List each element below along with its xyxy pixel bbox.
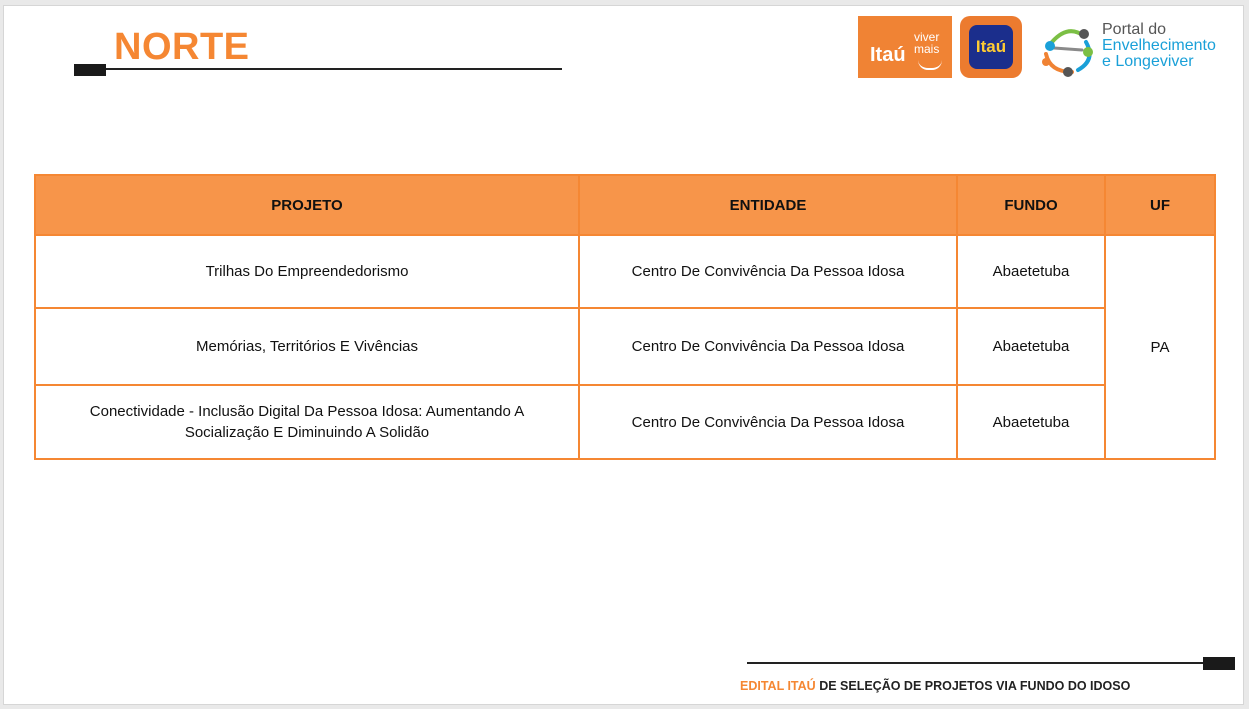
table-row (35, 308, 1215, 385)
cell-fundo: Abaetetuba (957, 385, 1105, 459)
table-row (35, 385, 1215, 459)
mais-text: mais (914, 42, 940, 56)
header-fundo: FUNDO (957, 175, 1105, 235)
cell-projeto: Trilhas Do Empreendedorismo (35, 235, 579, 308)
cell-fundo: Abaetetuba (957, 235, 1105, 308)
portal-envelhecimento-logo (1038, 20, 1238, 80)
table-header-row (35, 175, 1215, 235)
projects-table (34, 174, 1216, 460)
footer-text: DE SELEÇÃO DE PROJETOS VIA FUNDO DO IDOSO (819, 679, 1131, 693)
itau-app-logo-inner: Itaú (969, 25, 1013, 69)
itau-viver-mais-tagline (914, 31, 939, 55)
title-underline (74, 68, 562, 70)
portal-network-icon (1038, 20, 1098, 80)
cell-entidade: Centro De Convivência Da Pessoa Idosa (579, 385, 957, 459)
footer-caption (740, 679, 1130, 693)
footer-accent: EDITAL ITAÚ (740, 679, 816, 693)
header-projeto: PROJETO (35, 175, 579, 235)
header-entidade: ENTIDADE (579, 175, 957, 235)
itau-app-logo (960, 16, 1022, 78)
header-uf: UF (1105, 175, 1215, 235)
cell-projeto: Memórias, Territórios E Vivências (35, 308, 579, 385)
cell-projeto: Conectividade - Inclusão Digital Da Pessoa Idosa: Aumentando A Socialização E Diminuindo A Solidão (35, 385, 579, 459)
page-title: NORTE (114, 26, 250, 68)
portal-line1: Portal do (1102, 21, 1167, 38)
viver-text: viver (914, 30, 940, 44)
title-underline-marker (74, 64, 106, 76)
cell-entidade: Centro De Convivência Da Pessoa Idosa (579, 235, 957, 308)
itau-viver-mais-logo (858, 16, 952, 78)
portal-text (1102, 22, 1216, 70)
table-row (35, 235, 1215, 308)
itau-viver-mais-brand: Itaú (870, 44, 906, 66)
cell-fundo: Abaetetuba (957, 308, 1105, 385)
cell-uf: PA (1105, 235, 1215, 459)
portal-line2: Envelhecimento (1102, 37, 1216, 54)
cell-entidade: Centro De Convivência Da Pessoa Idosa (579, 308, 957, 385)
slide (3, 5, 1244, 705)
footer-rule-marker (1203, 657, 1235, 670)
smile-icon (918, 60, 942, 70)
footer-rule (747, 662, 1207, 664)
portal-line3: e Longeviver (1102, 53, 1194, 70)
